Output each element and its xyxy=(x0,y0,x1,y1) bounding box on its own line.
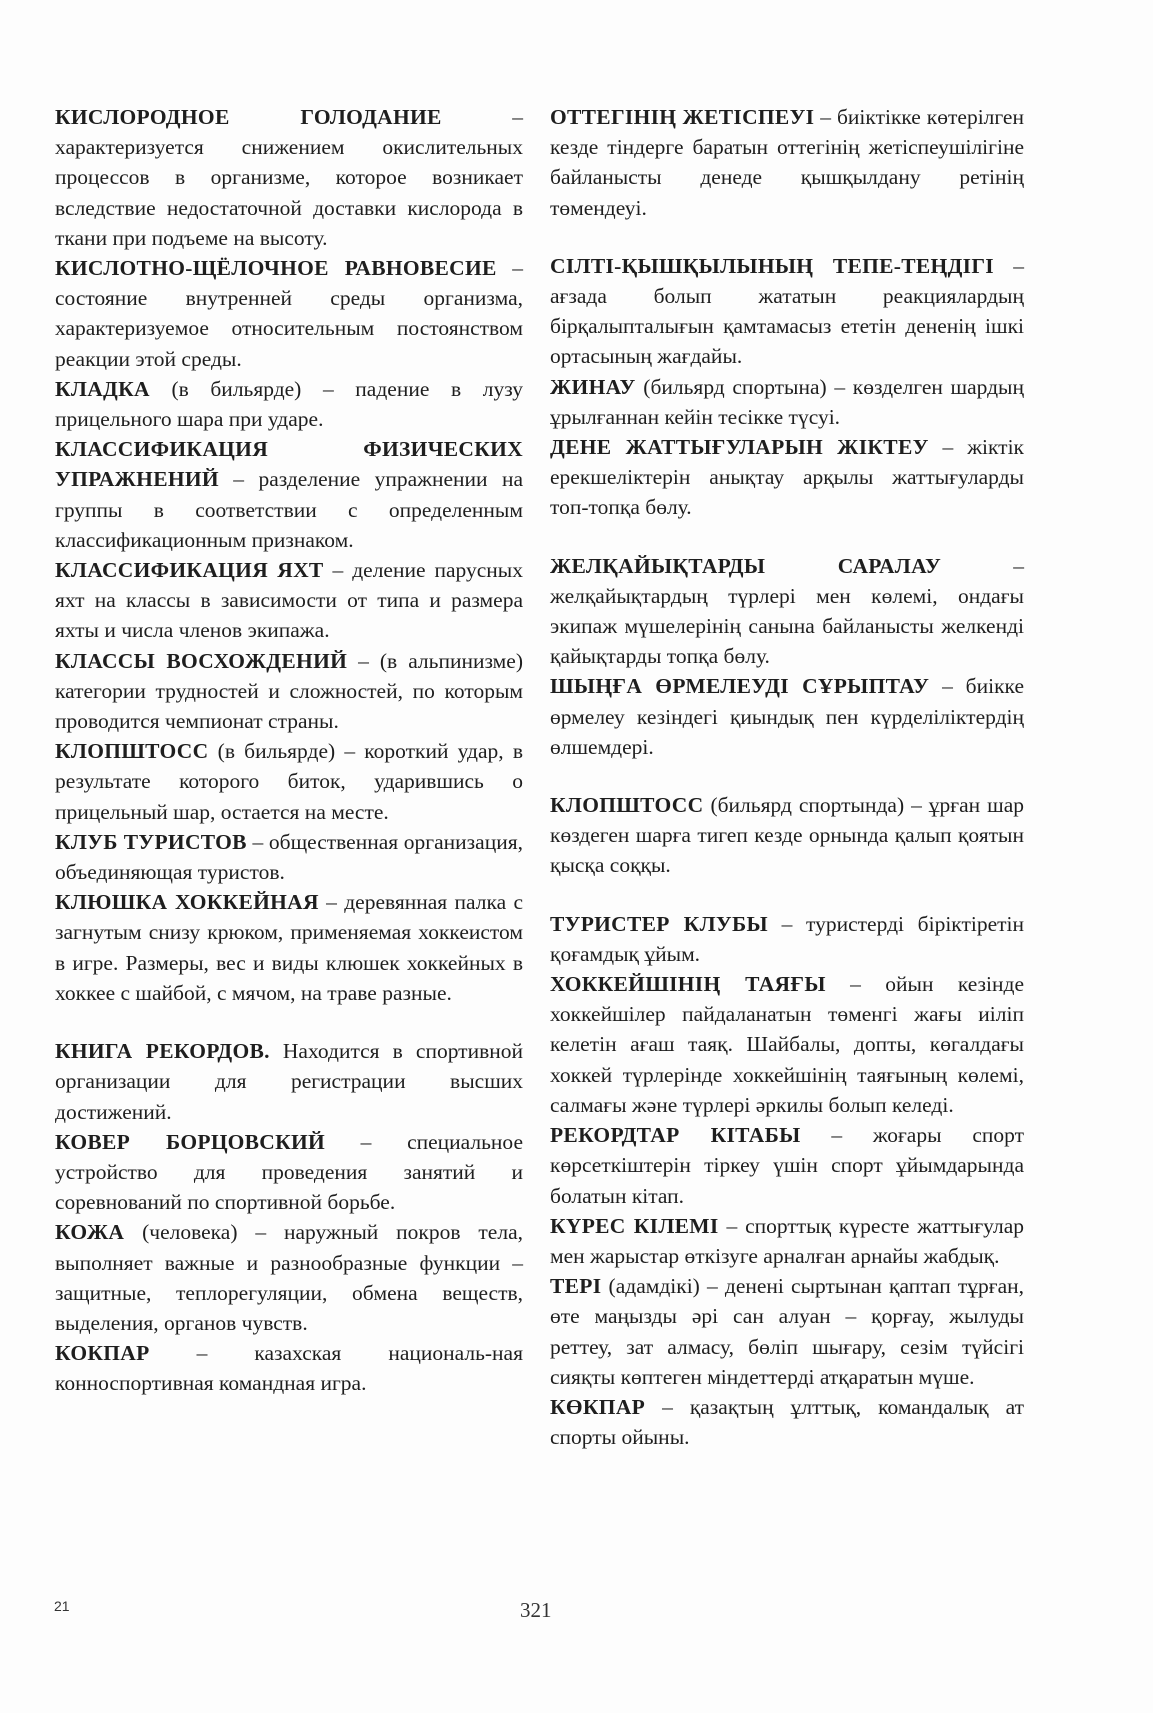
entry xyxy=(550,790,1024,881)
signature-mark: 21 xyxy=(54,1598,70,1614)
entry-definition: – жіктік ерекшеліктерін анықтау арқылы жаттығуларды топ-топқа бөлу. xyxy=(550,435,1024,520)
entry-term: ОТТЕГІНІҢ ЖЕТІСПЕУІ xyxy=(550,105,815,129)
entry-definition: – ағзада болып жататын реакциялардың бірқалыпталығын қамтамасыз ететін дененің ішкі ортасының жағдайы. xyxy=(550,253,1024,369)
entry xyxy=(550,372,1024,432)
entry-term: КЛОПШТОСС xyxy=(55,739,209,764)
entry-definition: – специальное устройство для проведения занятий и соревнований по спортивной борьбе. xyxy=(55,1129,523,1215)
entry-definition: – казахская националь-ная конноспортивная командная игра. xyxy=(55,1341,523,1396)
entry xyxy=(55,253,523,374)
entry xyxy=(550,432,1024,523)
entry-term: РЕКОРДТАР КІТАБЫ xyxy=(550,1123,801,1148)
entry-definition: – деление парусных яхт на классы в зависимости от типа и размера яхты и числа членов экипажа. xyxy=(55,558,523,643)
entry-definition: –характеризуется снижением окислительных процессов в организме, которое возникает вследствие недостаточной доставки кислорода в ткани при подъеме на высоту. xyxy=(55,105,523,250)
entry-definition: – желқайықтардың түрлері мен көлемі, ондағы экипаж мүшелерінің санына байланысты желкенді қайықтарды топқа бөлу. xyxy=(550,553,1024,669)
entry xyxy=(55,1338,523,1398)
entry xyxy=(550,909,1024,969)
entry-definition: (человека) – наружный покров тела, выполняет важные и разнообразные функции – защитные, теплорегуляции, обмена веществ, выделения, органов чувств. xyxy=(55,1220,523,1335)
spacer xyxy=(550,881,1024,909)
entry xyxy=(55,887,523,1008)
left-column-russian xyxy=(55,102,523,1399)
entry-definition: – жоғары спорт көрсеткіштерін тіркеу үшін спорт ұйымдарында болатын кітап. xyxy=(550,1123,1025,1208)
entry xyxy=(55,646,523,737)
entry xyxy=(55,736,523,827)
entry-term: КИСЛОТНО-ЩЁЛОЧНОЕ РАВНОВЕСИЕ xyxy=(55,256,497,281)
entry-term: КЛАССЫ ВОСХОЖДЕНИЙ xyxy=(55,648,348,673)
entry xyxy=(55,827,523,887)
entry-term: ТЕРІ xyxy=(550,1274,602,1299)
entry-term: ЖИНАУ xyxy=(550,374,636,399)
entry-definition: (в бильярде) – падение в лузу прицельного шара при ударе. xyxy=(55,376,523,432)
entry xyxy=(550,1211,1024,1271)
entry-term: КЛАДКА xyxy=(55,376,150,401)
spacer xyxy=(550,523,1024,551)
entry-definition: – общественная организация, объединяющая туристов. xyxy=(55,829,523,885)
entry-term: КЛАССИФИКАЦИЯ ЯХТ xyxy=(55,558,324,583)
entry-definition: – (в альпинизме) категории трудностей и сложностей, по которым проводится чемпионат страны. xyxy=(55,648,523,734)
entry-term: КИСЛОРОДНОЕ ГОЛОДАНИЕ xyxy=(55,105,442,129)
entry-definition: – қазақтың ұлттық, командалық ат спорты ойыны. xyxy=(550,1394,1024,1450)
entry-term: КОВЕР БОРЦОВСКИЙ xyxy=(55,1129,326,1154)
entry-term: КОКПАР xyxy=(55,1341,150,1366)
spacer xyxy=(55,1008,523,1036)
entry-term: КӨКПАР xyxy=(550,1394,646,1419)
entry-term: СІЛТІ-ҚЫШҚЫЛЫНЫҢ ТЕПЕ-ТЕҢДІГІ xyxy=(550,253,994,278)
entry xyxy=(550,1120,1024,1211)
entry-definition: – разделение упражнении на группы в соответствии с определенным классификационным признаком. xyxy=(55,467,523,552)
entry-definition: – спорттық күресте жаттығулар мен жарыстар өткізуге арналған арнайы жабдық. xyxy=(550,1213,1024,1268)
entry-term: ХОККЕЙШІНІҢ ТАЯҒЫ xyxy=(550,972,826,997)
entry xyxy=(55,374,523,434)
spacer xyxy=(550,223,1024,251)
entry xyxy=(550,1392,1024,1452)
entry xyxy=(55,434,523,555)
entry xyxy=(55,1036,523,1127)
entry-definition: – биікке өрмелеу кезіндегі қиындық пен күрделіліктердің өлшемдері. xyxy=(550,674,1024,759)
entry-term: КЛЮШКА ХОККЕЙНАЯ xyxy=(55,890,319,915)
entry-definition: (бильярд спортында) – ұрған шар көздеген шарға тигеп кезде орнында қалып қоятын қысқа соққы. xyxy=(550,793,1024,878)
entry-term: КЛАССИФИКАЦИЯ ФИЗИЧЕСКИХ УПРАЖНЕНИЙ xyxy=(55,437,523,492)
entry xyxy=(55,1127,523,1218)
entry-definition: – состояние внутренней среды организма, характеризуемое относительным постоянством реакции этой среды. xyxy=(55,256,523,371)
entry-definition: (в бильярде) – короткий удар, в результате которого биток, ударившись о прицельный шар, остается на месте. xyxy=(55,739,523,824)
entry-term: ШЫҢҒА ӨРМЕЛЕУДІ СҰРЫПТАУ xyxy=(550,674,930,699)
entry-definition: (бильярд спортына) – көзделген шардың ұрылғаннан кейін тесікке түсуі. xyxy=(550,374,1024,429)
entry xyxy=(550,551,1024,672)
entry-term: КОЖА xyxy=(55,1220,125,1245)
entry xyxy=(550,1271,1024,1392)
entry-term: ДЕНЕ ЖАТТЫҒУЛАРЫН ЖІКТЕУ xyxy=(550,435,929,460)
entry xyxy=(55,555,523,646)
entry xyxy=(550,671,1024,762)
entry-term: КЛУБ ТУРИСТОВ xyxy=(55,829,247,854)
entry-definition: (адамдікі) – денені сыртынан қаптап тұрған, өте маңызды әрі сан алуан – қорғау, жылуды реттеу, зат алмасу, бөліп шығару, сезім түйсігі сияқты көптеген міндеттерді атқаратын мүше. xyxy=(550,1274,1024,1389)
entry-definition: – туристерді біріктіретін қоғамдық ұйым. xyxy=(550,911,1024,966)
entry-term: ТУРИСТЕР КЛУБЫ xyxy=(550,911,768,936)
right-column-kazakh xyxy=(550,102,1024,1452)
entry-term: ЖЕЛҚАЙЫҚТАРДЫ САРАЛАУ xyxy=(550,553,942,578)
entry-definition: – биіктікке көтерілген кезде тіндерге баратын оттегінің жетіспеушілігіне байланысты денеде қышқылдану ретінің төмендеуі. xyxy=(550,105,1024,220)
entry-definition: Находится в спортивной организации для регистрации высших достижений. xyxy=(55,1039,523,1124)
page-number: 321 xyxy=(520,1598,552,1622)
entry xyxy=(55,1217,523,1338)
entry-definition: – ойын кезінде хоккейшілер пайдаланатын төменгі жағы иіліп келетін ағаш таяқ. Шайбалы, допты, көгалдағы хоккей түрлерінде хоккейшінің таяғының көлемі, салмағы және түрлері әркилы болып келеді. xyxy=(550,972,1024,1117)
entry-definition: – деревянная палка с загнутым снизу крюком, применяемая хоккеистом в игре. Размеры, вес и виды клюшек хоккейных в хоккее с шайбой, с мячом, на траве разные. xyxy=(55,890,523,1005)
entry-term: КЛОПШТОСС xyxy=(550,793,704,818)
entry-term: КҮРЕС КІЛЕМІ xyxy=(550,1213,719,1238)
entry xyxy=(550,102,1024,223)
entry xyxy=(550,251,1024,372)
spacer xyxy=(550,762,1024,790)
entry-term: КНИГА РЕКОРДОВ. xyxy=(55,1039,270,1064)
entry xyxy=(550,969,1024,1120)
entry xyxy=(55,102,523,253)
